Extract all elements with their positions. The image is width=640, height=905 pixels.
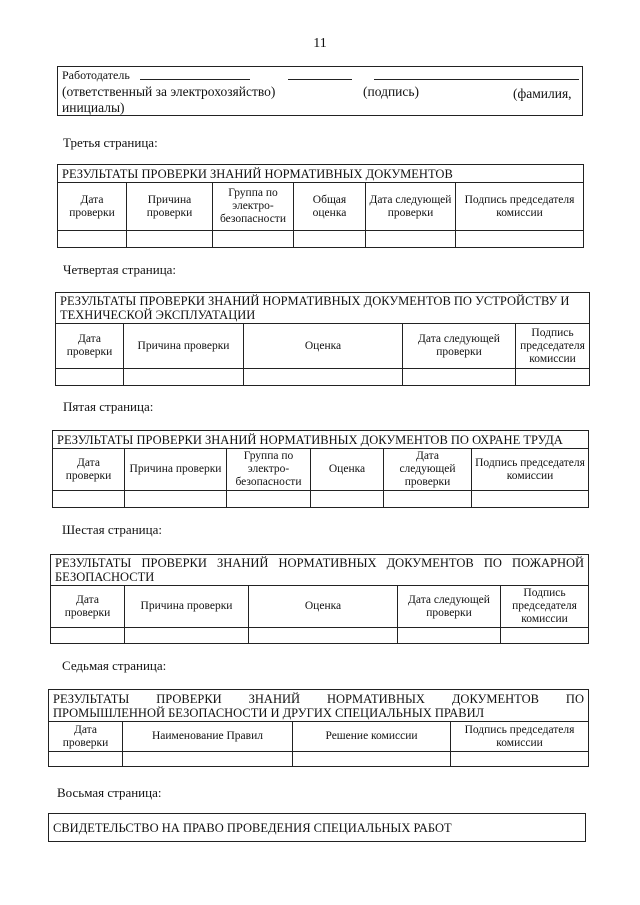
- empty-cell[interactable]: [125, 491, 227, 508]
- column-header: Подпись председателя комиссии: [456, 183, 584, 231]
- table-title: РЕЗУЛЬТАТЫ ПРОВЕРКИ ЗНАНИЙ НОРМАТИВНЫХ ДОКУМЕНТОВ: [58, 165, 584, 183]
- employer-signature-block: [57, 66, 583, 116]
- column-header: Причина проверки: [125, 449, 227, 491]
- table-title-line-1: [55, 556, 584, 570]
- title-word: ПО: [483, 556, 502, 570]
- title-word: НОРМАТИВНЫХ: [326, 691, 425, 706]
- empty-cell[interactable]: [227, 491, 311, 508]
- table-eighth-page: [48, 813, 586, 842]
- column-header: Дата следующей проверки: [384, 449, 472, 491]
- column-header: Дата проверки: [53, 449, 125, 491]
- table-seventh-page: [48, 689, 589, 767]
- column-header: Подпись председателя комиссии: [451, 722, 589, 752]
- empty-cell[interactable]: [124, 369, 244, 386]
- table-fifth-page: [52, 430, 589, 508]
- table-title: [51, 555, 589, 586]
- table-title: [49, 690, 589, 722]
- section-label-sixth: Шестая страница:: [62, 522, 162, 537]
- empty-cell[interactable]: [472, 491, 589, 508]
- table-title: РЕЗУЛЬТАТЫ ПРОВЕРКИ ЗНАНИЙ НОРМАТИВНЫХ ДОКУМЕНТОВ ПО ОХРАНЕ ТРУДА: [53, 431, 589, 449]
- table-title: РЕЗУЛЬТАТЫ ПРОВЕРКИ ЗНАНИЙ НОРМАТИВНЫХ ДОКУМЕНТОВ ПО УСТРОЙСТВУ И ТЕХНИЧЕСКОЙ ЭКСПЛУАТАЦИИ: [56, 293, 590, 324]
- employer-line: [140, 79, 250, 80]
- empty-cell[interactable]: [244, 369, 403, 386]
- column-header: Дата проверки: [56, 324, 124, 369]
- empty-cell[interactable]: [366, 231, 456, 248]
- title-word: ЗНАНИЙ: [248, 691, 301, 706]
- column-header: Подпись председателя комиссии: [501, 586, 589, 628]
- empty-cell[interactable]: [53, 491, 125, 508]
- table-sixth-page: [50, 554, 589, 644]
- empty-cell[interactable]: [403, 369, 516, 386]
- table-title: СВИДЕТЕЛЬСТВО НА ПРАВО ПРОВЕДЕНИЯ СПЕЦИАЛЬНЫХ РАБОТ: [49, 814, 586, 842]
- column-header: Общая оценка: [294, 183, 366, 231]
- column-header: Причина проверки: [124, 324, 244, 369]
- section-label-eighth: Восьмая страница:: [57, 785, 162, 800]
- empty-cell[interactable]: [311, 491, 384, 508]
- empty-cell[interactable]: [58, 231, 127, 248]
- title-word: РЕЗУЛЬТАТЫ: [53, 691, 130, 706]
- empty-cell[interactable]: [451, 752, 589, 767]
- column-header: Причина проверки: [127, 183, 213, 231]
- column-header: Дата проверки: [49, 722, 123, 752]
- empty-cell[interactable]: [51, 628, 125, 644]
- page-number: 11: [313, 36, 327, 51]
- section-label-fifth: Пятая страница:: [63, 399, 154, 414]
- empty-cell[interactable]: [501, 628, 589, 644]
- title-word: ПОЖАРНОЙ: [512, 556, 585, 570]
- empty-cell[interactable]: [125, 628, 249, 644]
- title-word: ДОКУМЕНТОВ: [451, 691, 539, 706]
- empty-cell[interactable]: [516, 369, 590, 386]
- column-header: Дата следующей проверки: [403, 324, 516, 369]
- title-word: ПРОВЕРКИ: [156, 691, 222, 706]
- title-word: РЕЗУЛЬТАТЫ: [55, 556, 132, 570]
- title-word: ЗНАНИЙ: [217, 556, 269, 570]
- column-header: Решение комиссии: [293, 722, 451, 752]
- section-label-third: Третья страница:: [63, 135, 158, 150]
- empty-cell[interactable]: [293, 752, 451, 767]
- empty-cell[interactable]: [456, 231, 584, 248]
- responsible-caption: (ответственный за электрохозяйство): [62, 84, 276, 99]
- title-word: ДОКУМЕНТОВ: [386, 556, 474, 570]
- column-header: Дата проверки: [51, 586, 125, 628]
- signature-caption: (подпись): [363, 84, 420, 99]
- column-header: Дата следующей проверки: [398, 586, 501, 628]
- empty-cell[interactable]: [127, 231, 213, 248]
- section-label-fourth: Четвертая страница:: [63, 262, 177, 277]
- title-word: ПРОВЕРКИ: [141, 556, 207, 570]
- signature-line: [288, 79, 352, 80]
- empty-cell[interactable]: [294, 231, 366, 248]
- empty-cell[interactable]: [56, 369, 124, 386]
- employer-label: Работодатель: [62, 68, 130, 82]
- column-header: Группа по электро-безопасности: [227, 449, 311, 491]
- column-header: Подпись председателя комиссии: [516, 324, 590, 369]
- title-word: ПО: [565, 691, 584, 706]
- empty-cell[interactable]: [384, 491, 472, 508]
- table-third-page: [57, 164, 584, 248]
- column-header: Оценка: [249, 586, 398, 628]
- table-title-line-1: [53, 692, 584, 706]
- column-header: Группа по электро-безопасности: [213, 183, 294, 231]
- initials-caption: инициалы): [62, 100, 125, 115]
- column-header: Наименование Правил: [123, 722, 293, 752]
- table-title-line-2: ПРОМЫШЛЕННОЙ БЕЗОПАСНОСТИ И ДРУГИХ СПЕЦИАЛЬНЫХ ПРАВИЛ: [53, 705, 485, 720]
- column-header: Дата проверки: [58, 183, 127, 231]
- empty-cell[interactable]: [398, 628, 501, 644]
- title-word: НОРМАТИВНЫХ: [278, 556, 377, 570]
- table-title-line-2: БЕЗОПАСНОСТИ: [55, 570, 155, 584]
- empty-cell[interactable]: [249, 628, 398, 644]
- empty-cell[interactable]: [49, 752, 123, 767]
- name-caption: (фамилия,: [513, 86, 572, 101]
- column-header: Оценка: [244, 324, 403, 369]
- empty-cell[interactable]: [123, 752, 293, 767]
- column-header: Дата следующей проверки: [366, 183, 456, 231]
- column-header: Причина проверки: [125, 586, 249, 628]
- column-header: Подпись председателя комиссии: [472, 449, 589, 491]
- column-header: Оценка: [311, 449, 384, 491]
- name-line: [374, 79, 579, 80]
- table-fourth-page: [55, 292, 590, 386]
- empty-cell[interactable]: [213, 231, 294, 248]
- section-label-seventh: Седьмая страница:: [62, 658, 167, 673]
